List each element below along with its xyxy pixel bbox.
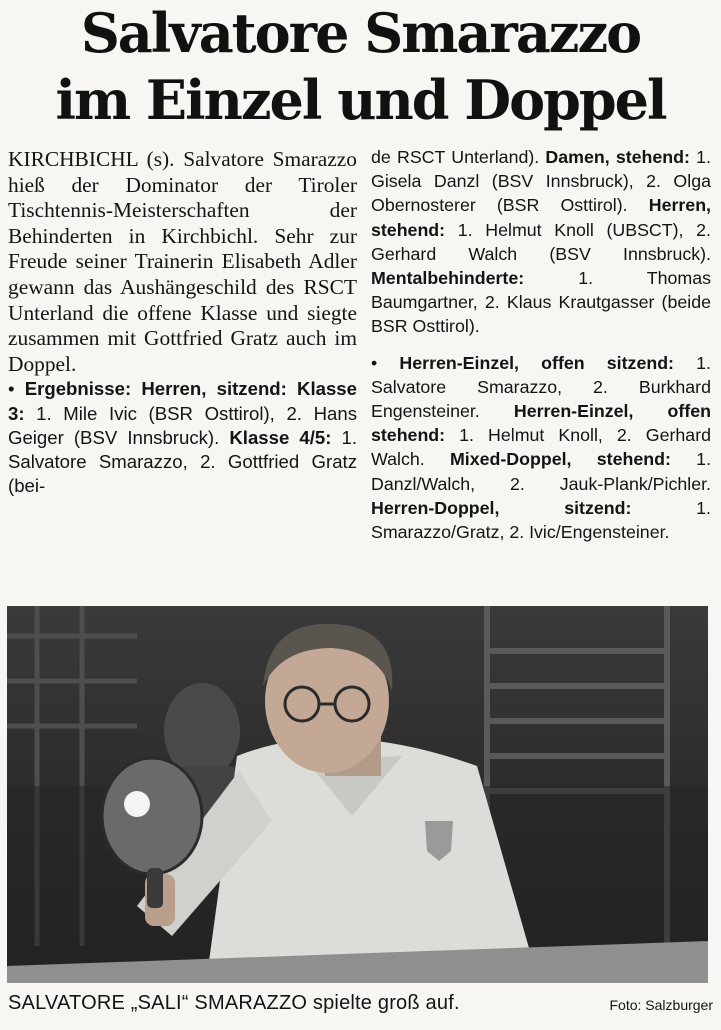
article-right-column <box>371 145 711 544</box>
results-label: Herren, stehend: <box>371 195 711 240</box>
intro-paragraph <box>8 147 357 377</box>
results-label: Herren-Einzel, offen stehend: <box>371 401 711 446</box>
results-paragraph-1 <box>8 377 357 498</box>
results-text: 1. Danzl/Walch, 2. Jauk-Plank/Pichler. <box>371 449 712 494</box>
results-text: 1. Helmut Knoll, 2. Gerhard Walch. <box>371 425 711 470</box>
results-label: Mixed-Doppel, stehend: <box>449 449 671 470</box>
results-label: Klasse 4/5: <box>229 426 332 448</box>
results-label: Herren-Doppel, sitzend: <box>371 497 632 518</box>
results-label: Damen, stehend: <box>545 147 690 167</box>
caption-name: SALVATORE „SALI“ SMARAZZO <box>8 992 308 1014</box>
ball <box>124 791 150 817</box>
results-label: Mentalbehinderte: <box>371 268 525 289</box>
caption-text: spielte groß auf. <box>307 992 460 1014</box>
bullet: • <box>8 378 15 400</box>
results-label: Ergebnisse: Herren, sitzend: Klasse 3: <box>8 378 357 424</box>
headline-line-2: im Einzel und Doppel <box>55 68 666 132</box>
bullet: • <box>371 352 378 373</box>
photo-caption <box>8 992 713 1015</box>
results-text: 1. Smarazzo/Gratz, 2. Ivic/Engensteiner. <box>371 497 711 543</box>
article-left-column <box>8 147 357 498</box>
paddle <box>102 758 202 874</box>
results-text: 1. Salvatore Smarazzo, 2. Burkhard Engensteiner. <box>371 352 711 422</box>
headline-line-1: Salvatore Smarazzo <box>80 1 641 65</box>
photo-credit: Foto: Salzburger <box>609 997 713 1013</box>
results-label: Herren-Einzel, offen sitzend: <box>399 352 674 373</box>
results-text: 1. Mile Ivic (BSR Osttirol), 2. Hans Geiger (BSV Innsbruck). <box>8 402 357 448</box>
results-text: 1. Salvatore Smarazzo, 2. Gottfried Gratz (bei- <box>8 426 357 497</box>
player-photo <box>7 606 708 983</box>
intro-body: Salvatore Smarazzo hieß der Dominator der Tiroler Tischtennis-Meisterschaften der Behinderten in Kirchbichl. Sehr zur Freude seiner Trainerin Elisabeth Adler gewann das Aushängeschild des RSCT Unterland die offene Klasse und siegte zusammen mit Gottfried Gratz auch im Doppel. <box>8 147 357 376</box>
results-text: de RSCT Unterland). <box>371 147 546 167</box>
results-text: 1. Gisela Danzl (BSV Innsbruck), 2. Olga Obernosterer (BSR Osttirol). <box>371 147 711 216</box>
dateline: KIRCHBICHL (s). <box>8 147 175 171</box>
results-text: 1. Helmut Knoll (UBSCT), 2. Gerhard Walch (BSV Innsbruck). <box>371 219 711 264</box>
results-paragraph-2 <box>371 351 711 545</box>
results-text: 1. Thomas Baumgartner, 2. Klaus Krautgasser (beide BSR Osttirol). <box>371 268 711 337</box>
results-paragraph-1-continued <box>371 145 711 339</box>
table-tennis-player-illustration <box>7 606 708 983</box>
